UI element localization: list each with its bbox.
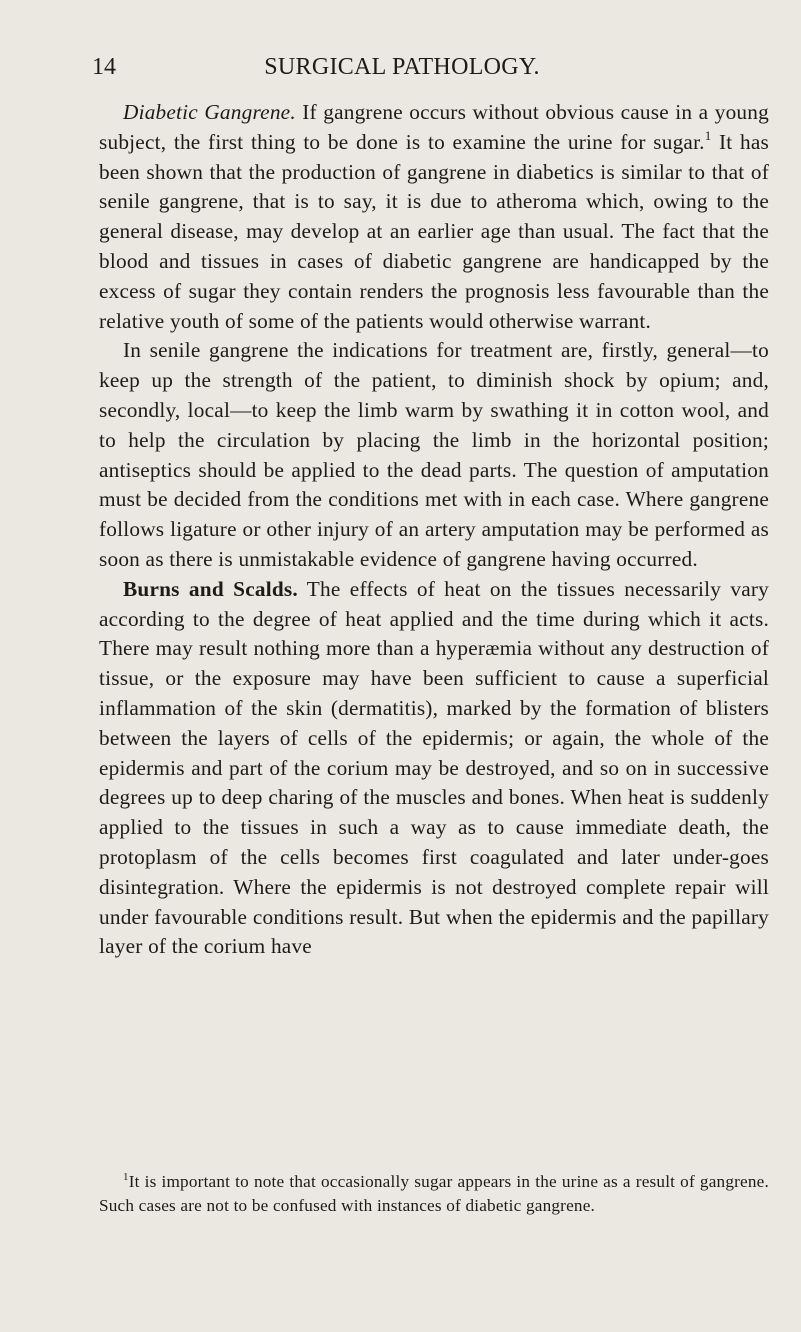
- paragraph-text: In senile gangrene the indications for treatment are, firstly, general—to keep up the strength of the patient, to diminish shock by opium; and, secondly, local—to keep the limb warm by swathing it in cotton wool, and to help the circulation by placing the limb in the horizontal position; antiseptics should be applied to the dead parts. The question of amputation must be decided from the conditions met with in each case. Where gangrene follows ligature or other injury of an artery amputation may be performed as soon as there is unmistakable evidence of gangrene having occurred.: [99, 338, 769, 571]
- paragraph-text: If gangrene occurs without obvious cause in a young subject, the first thing to be done is to examine the urine for sugar.: [99, 100, 769, 154]
- running-head: SURGICAL PATHOLOGY.: [264, 54, 540, 80]
- footnotes: [99, 1170, 769, 1217]
- page-number: 14: [92, 54, 116, 80]
- section-heading-burns-and-scalds: Burns and Scalds.: [123, 576, 298, 601]
- footnote-text: It is important to note that occasionally sugar appears in the urine as a result of gangrene. Such cases are not to be confused with instances of diabetic gangrene.: [99, 1172, 769, 1215]
- section-heading-diabetic-gangrene: Diabetic Gangrene.: [123, 100, 296, 124]
- paragraph-burns-and-scalds: [99, 575, 769, 962]
- footnote: [99, 1170, 769, 1217]
- page-header: [92, 54, 712, 88]
- paragraph-senile-gangrene-treatment: [99, 336, 769, 574]
- footnote-reference: 1: [704, 127, 712, 143]
- paragraph-text: The effects of heat on the tissues necessarily vary according to the degree of heat applied and the time during which it acts. There may result nothing more than a hyperæmia without any destruction of tissue, or the exposure may have been sufficient to cause a superficial inflammation of the skin (dermatitis), marked by the formation of blisters between the layers of cells of the epidermis; or again, the whole of the epidermis and part of the corium may be destroyed, and so on in successive degrees up to deep charing of the muscles and bones. When heat is suddenly applied to the tissues in such a way as to cause immediate death, the protoplasm of the cells becomes first coagulated and later under-goes disintegration. Where the epidermis is not destroyed complete repair will under favourable conditions result. But when the epidermis and the papillary layer of the corium have: [99, 576, 769, 959]
- paragraph-text: It has been shown that the production of gangrene in diabetics is similar to that of senile gangrene, that is to say, it is due to atheroma which, owing to the general disease, may develop at an earlier age than usual. The fact that the blood and tissues in cases of diabetic gangrene are handicapped by the excess of sugar they contain renders the prognosis less favourable than the relative youth of some of the patients would otherwise warrant.: [99, 129, 770, 333]
- footnote-marker: 1: [123, 1171, 129, 1183]
- paragraph-diabetic-gangrene: [99, 98, 769, 336]
- body-text: [99, 98, 769, 962]
